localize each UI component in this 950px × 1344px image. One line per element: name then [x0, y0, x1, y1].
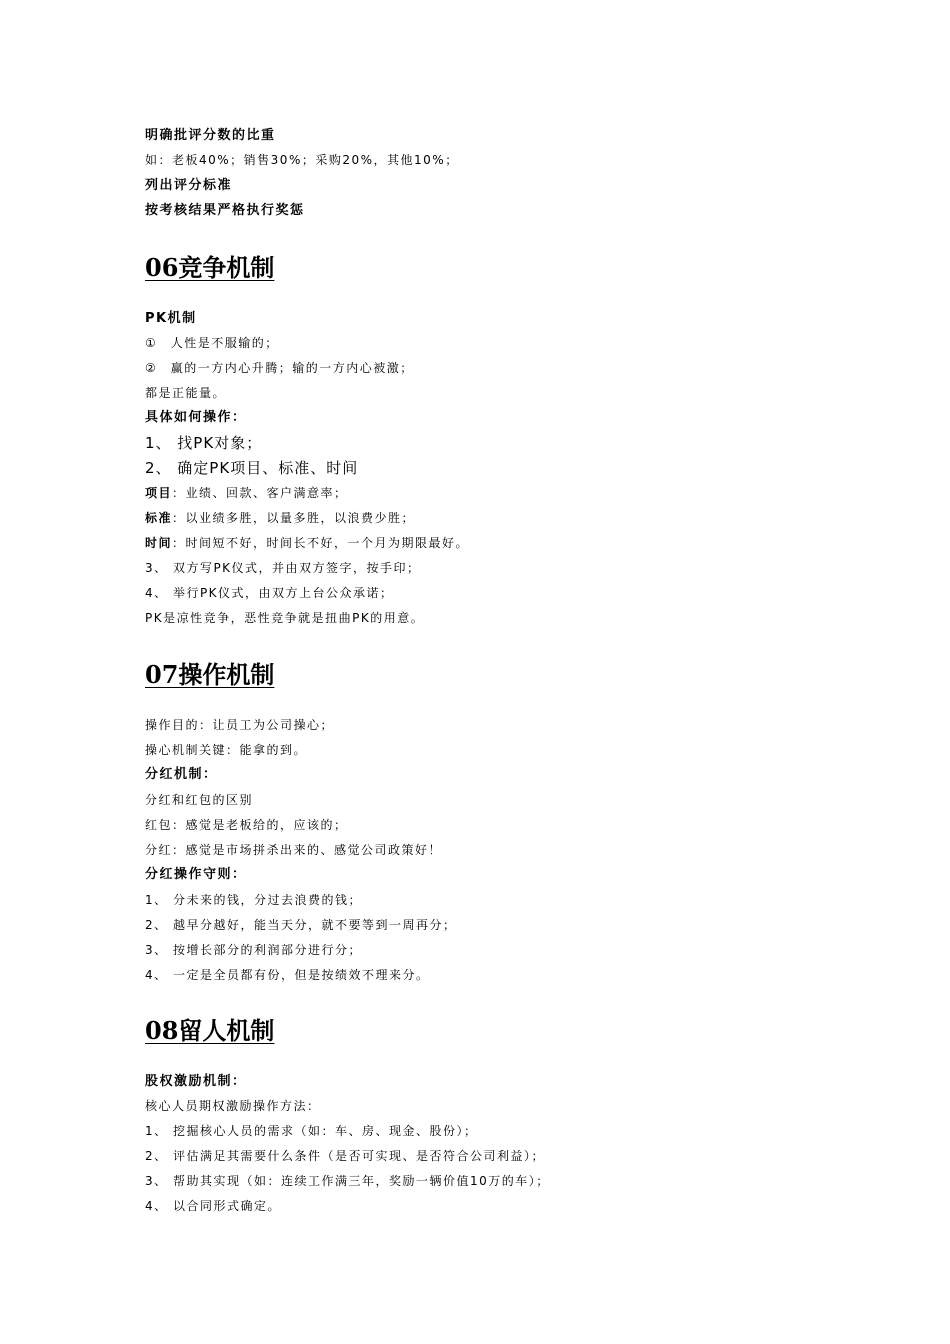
pk-standard-label: 标准	[145, 511, 173, 525]
equity-step-2: 2、 评估满足其需要什么条件（是否可实现、是否符合公司利益）；	[145, 1149, 545, 1163]
pk-circle-item-2: ② 赢的一方内心升腾；输的一方内心被激；	[145, 361, 414, 375]
pk-project-text: ：业绩、回款、客户满意率；	[172, 486, 348, 500]
intro-line-criteria: 列出评分标准	[145, 178, 233, 193]
pk-time-line	[145, 537, 469, 549]
pk-project-line	[145, 487, 348, 499]
pk-positive-energy: 都是正能量。	[145, 386, 227, 400]
pk-time-label: 时间	[145, 536, 173, 550]
pk-closing: PK是凉性竞争，恶性竞争就是扭曲PK的用意。	[145, 611, 425, 625]
section-06-heading: 06竞争机制	[145, 253, 275, 282]
dividend-rule-1: 1、 分未来的钱，分过去浪费的钱；	[145, 893, 362, 907]
pk-step-3: 3、 双方写PK仪式，并由双方签字，按手印；	[145, 561, 421, 575]
op-key: 操心机制关键：能拿的到。	[145, 743, 308, 757]
pk-step-4: 4、 举行PK仪式，由双方上台公众承诺；	[145, 586, 394, 600]
how-to-title: 具体如何操作：	[145, 410, 247, 425]
dividend-title: 分红机制：	[145, 767, 218, 782]
pk-circle-item-1: ① 人性是不服输的；	[145, 336, 279, 350]
equity-step-3: 3、 帮助其实现（如：连续工作满三年，奖励一辆价值10万的车）；	[145, 1174, 550, 1188]
equity-step-1: 1、 挖掘核心人员的需求（如：车、房、现金、股份）；	[145, 1124, 478, 1138]
equity-method: 核心人员期权激励操作方法：	[145, 1099, 321, 1113]
pk-title: PK机制	[145, 311, 197, 326]
pk-standard-line	[145, 512, 415, 524]
pk-time-text: ：时间短不好，时间长不好，一个月为期限最好。	[172, 536, 470, 550]
dividend-rules-title: 分红操作守则：	[145, 867, 247, 882]
section-08-heading: 08留人机制	[145, 1016, 275, 1045]
pk-standard-text: ：以业绩多胜，以量多胜，以浪费少胜；	[172, 511, 416, 525]
dividend-rule-3: 3、 按增长部分的利润部分进行分；	[145, 943, 362, 957]
pk-step-1: 1、 找PK对象；	[145, 434, 263, 452]
op-purpose: 操作目的：让员工为公司操心；	[145, 718, 335, 732]
dividend-rule-4: 4、 一定是全员都有份，但是按绩效不理来分。	[145, 968, 430, 982]
intro-line-reward: 按考核结果严格执行奖惩	[145, 203, 305, 218]
section-07-heading: 07操作机制	[145, 660, 275, 689]
dividend-desc: 分红：感觉是市场拼杀出来的、感觉公司政策好！	[145, 843, 443, 857]
intro-line-weight: 明确批评分数的比重	[145, 128, 276, 143]
dividend-vs-redpacket: 分红和红包的区别	[145, 793, 254, 807]
redpacket-desc: 红包：感觉是老板给的，应该的；	[145, 818, 348, 832]
equity-title: 股权激励机制：	[145, 1074, 247, 1089]
dividend-rule-2: 2、 越早分越好，能当天分，就不要等到一周再分；	[145, 918, 457, 932]
intro-line-ratio: 如：老板40%；销售30%；采购20%，其他10%；	[145, 153, 459, 167]
pk-project-label: 项目	[145, 486, 173, 500]
equity-step-4: 4、 以合同形式确定。	[145, 1199, 281, 1213]
pk-step-2: 2、 确定PK项目、标准、时间	[145, 459, 359, 477]
